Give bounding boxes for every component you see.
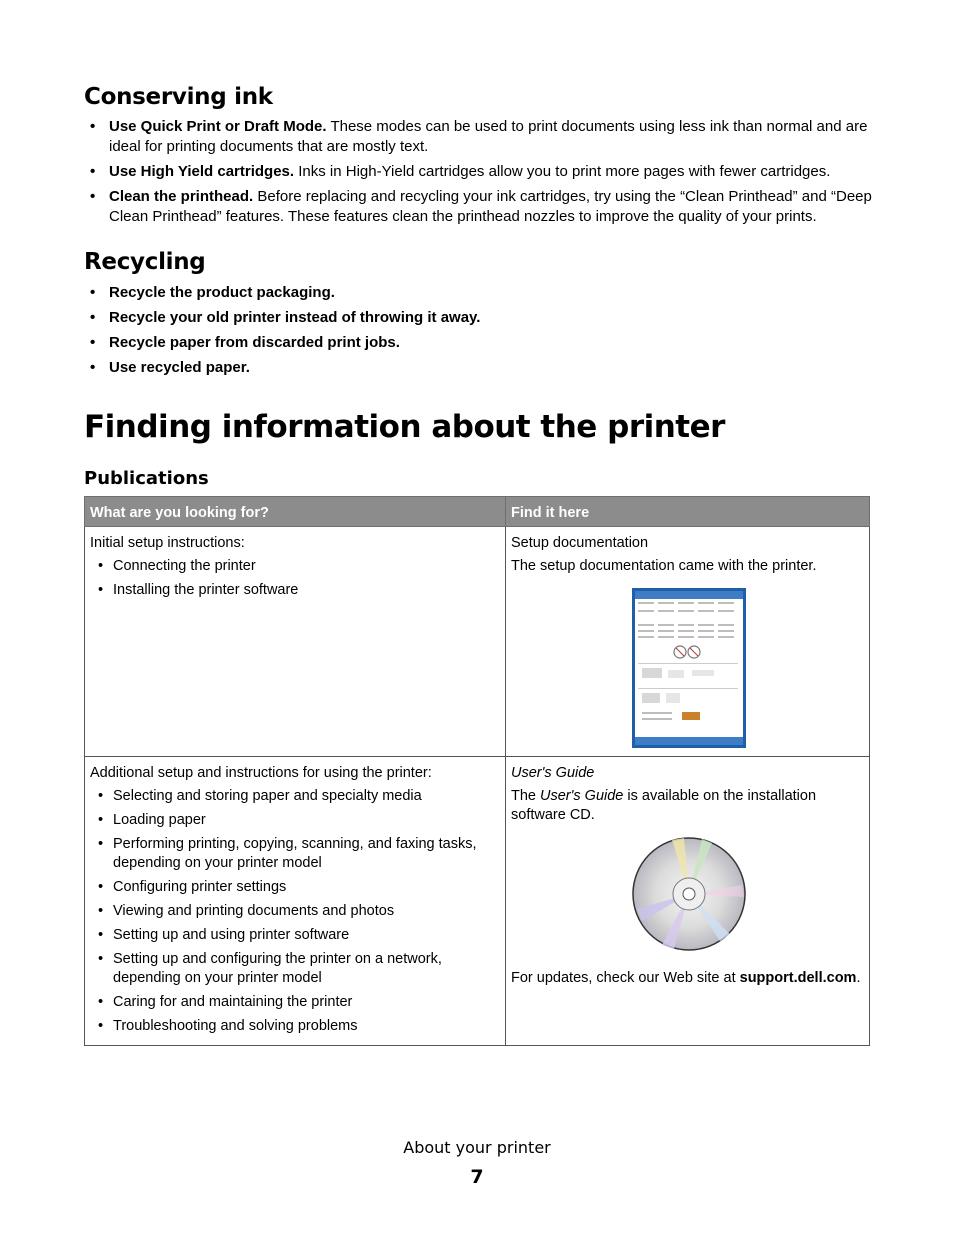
section-title: Finding information about the printer (84, 409, 725, 445)
users-guide-desc: The User's Guide is available on the installation software CD. (511, 788, 817, 823)
support-link[interactable]: support.dell.com (739, 970, 857, 986)
page-number: 7 (470, 1166, 484, 1188)
list-item: • Clean the printhead. Before replacing and recycling your ink cartridges, try using the “Clean Printhead” and “Deep Clean Printhead” features. These features clean the printhead nozzles to improve the quality of your prints. (84, 187, 874, 227)
list-item: • Configuring printer settings (90, 878, 500, 897)
cell-intro: Additional setup and instructions for using the printer: (90, 765, 432, 781)
table-header-row (85, 497, 870, 527)
list-item: • Performing printing, copying, scanning, and faxing tasks, depending on your printer model (90, 835, 500, 873)
publications-heading: Publications (84, 468, 209, 489)
table-row (85, 527, 870, 757)
list-item: • Selecting and storing paper and specialty media (90, 787, 500, 806)
recycling-heading: Recycling (84, 249, 206, 275)
publications-table (84, 496, 870, 1046)
footer-section-title: About your printer (403, 1138, 551, 1157)
cell-intro: Initial setup instructions: (90, 535, 245, 551)
cell-list (90, 557, 500, 600)
list-item: • Use High Yield cartridges. Inks in High-Yield cartridges allow you to print more pages with fewer cartridges. (84, 162, 874, 182)
users-guide-title: User's Guide (511, 765, 595, 781)
table-cell (85, 757, 506, 1046)
cd-image (632, 837, 746, 951)
list-item: • Viewing and printing documents and photos (90, 902, 500, 921)
update-note: For updates, check our Web site at support.dell.com. (511, 970, 861, 986)
recycling-list (84, 283, 874, 383)
conserving-ink-list (84, 117, 874, 232)
column-header: Find it here (506, 497, 870, 527)
list-item: • Installing the printer software (90, 581, 500, 600)
list-item: • Use recycled paper. (84, 358, 874, 378)
table-cell (506, 757, 870, 1046)
list-item: • Recycle the product packaging. (84, 283, 874, 303)
list-item: • Caring for and maintaining the printer (90, 993, 500, 1012)
list-item: • Loading paper (90, 811, 500, 830)
table-row (85, 757, 870, 1046)
cell-list (90, 787, 500, 1036)
setup-doc-desc: The setup documentation came with the printer. (511, 558, 817, 574)
column-header: What are you looking for? (85, 497, 506, 527)
list-item: • Use Quick Print or Draft Mode. These modes can be used to print documents using less ink than normal and are ideal for printing documents that are mostly text. (84, 117, 874, 157)
table-cell (85, 527, 506, 757)
setup-document-image (632, 588, 746, 748)
table-cell (506, 527, 870, 757)
setup-doc-title: Setup documentation (511, 535, 649, 551)
list-item: • Setting up and configuring the printer on a network, depending on your printer model (90, 950, 500, 988)
list-item: • Troubleshooting and solving problems (90, 1017, 500, 1036)
conserving-ink-heading: Conserving ink (84, 84, 273, 110)
list-item: • Connecting the printer (90, 557, 500, 576)
list-item: • Setting up and using printer software (90, 926, 500, 945)
list-item: • Recycle paper from discarded print jobs. (84, 333, 874, 353)
list-item: • Recycle your old printer instead of throwing it away. (84, 308, 874, 328)
